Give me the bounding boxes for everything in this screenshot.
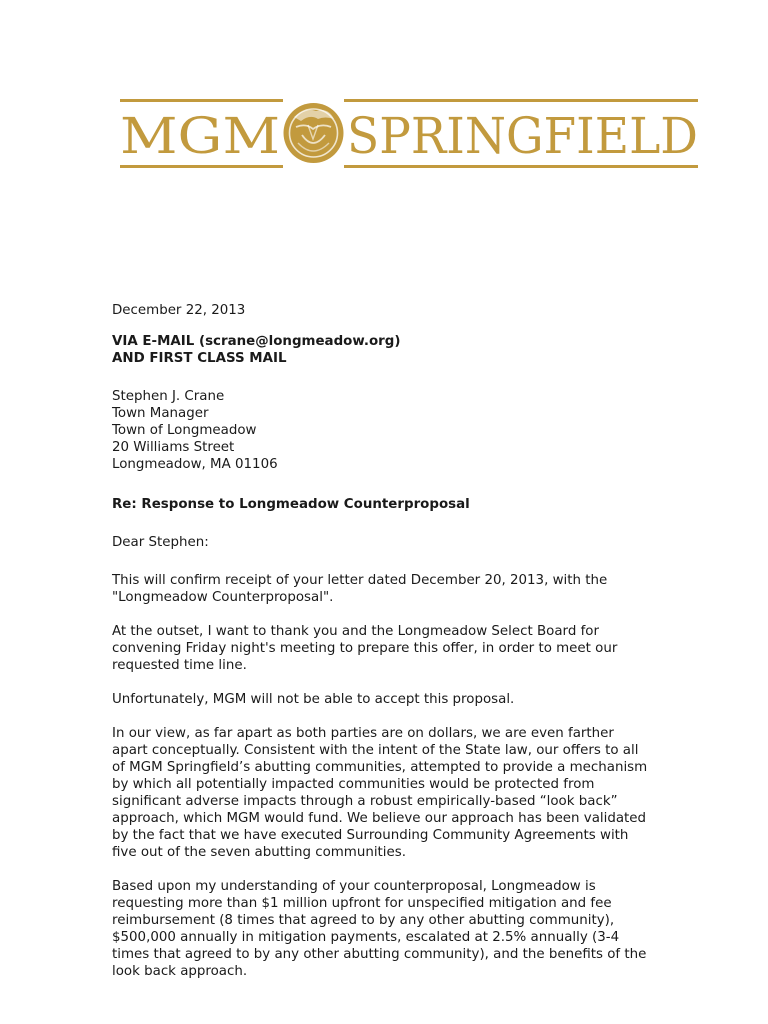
via-email-prefix: VIA E-MAIL (	[112, 334, 206, 349]
recipient-street: 20 Williams Street	[112, 440, 235, 455]
recipient-name: Stephen J. Crane	[112, 389, 225, 404]
paragraph-counterproposal: Based upon my understanding of your counterproposal, Longmeadow is requesting more than $1 million upfront for unspecified mitigation and fee reimbursement (8 times that agreed to by any other abutting community), $500,000 annually in mitigation payments, escalated at 2.5% annually (3-4 times that agreed to by any other abutting community), and the benefits of the look back approach.	[112, 879, 647, 979]
logo-rule-top-left	[120, 99, 283, 102]
logo-text-right: SPRINGFIELD	[347, 107, 698, 165]
recipient-city: Longmeadow, MA 01106	[112, 457, 278, 472]
paragraph-receipt: This will confirm receipt of your letter dated December 20, 2013, with the "Longmeadow Counterproposal".	[112, 573, 608, 605]
letter-date: December 22, 2013	[112, 303, 246, 318]
delivery-method	[112, 333, 652, 367]
via-mail-line: AND FIRST CLASS MAIL	[112, 351, 287, 366]
recipient-address	[112, 388, 652, 473]
logo-graphic	[120, 95, 698, 175]
logo-text-left: MGM	[120, 107, 280, 165]
subject-line: Re: Response to Longmeadow Counterproposal	[112, 497, 470, 512]
recipient-org: Town of Longmeadow	[112, 423, 257, 438]
logo-rule-bottom-right	[344, 165, 698, 168]
logo-rule-top-right	[344, 99, 698, 102]
paragraph-view: In our view, as far apart as both parties are on dollars, we are even farther apart conceptually. Consistent with the intent of the State law, our offers to all of MGM Springfield’s abutting communities, attempted to provide a mechanism by which all potentially impacted communities would be protected from significant adverse impacts through a robust empirically-based “look back” approach, which MGM would fund. We believe our approach has been validated by the fact that we have executed Surrounding Community Agreements with five out of the seven abutting communities.	[112, 726, 648, 860]
via-email-suffix: )	[394, 334, 401, 349]
via-email-address: scrane@longmeadow.org	[205, 334, 395, 349]
mgm-springfield-logo	[120, 95, 698, 175]
recipient-title: Town Manager	[112, 406, 209, 421]
paragraph-decline: Unfortunately, MGM will not be able to accept this proposal.	[112, 692, 515, 707]
logo-rule-bottom-left	[120, 165, 283, 168]
paragraph-thanks: At the outset, I want to thank you and the Longmeadow Select Board for convening Friday night's meeting to prepare this offer, in order to meet our requested time line.	[112, 624, 618, 673]
letter-body	[112, 302, 652, 997]
salutation: Dear Stephen:	[112, 535, 209, 550]
lion-emblem-icon	[284, 103, 344, 163]
